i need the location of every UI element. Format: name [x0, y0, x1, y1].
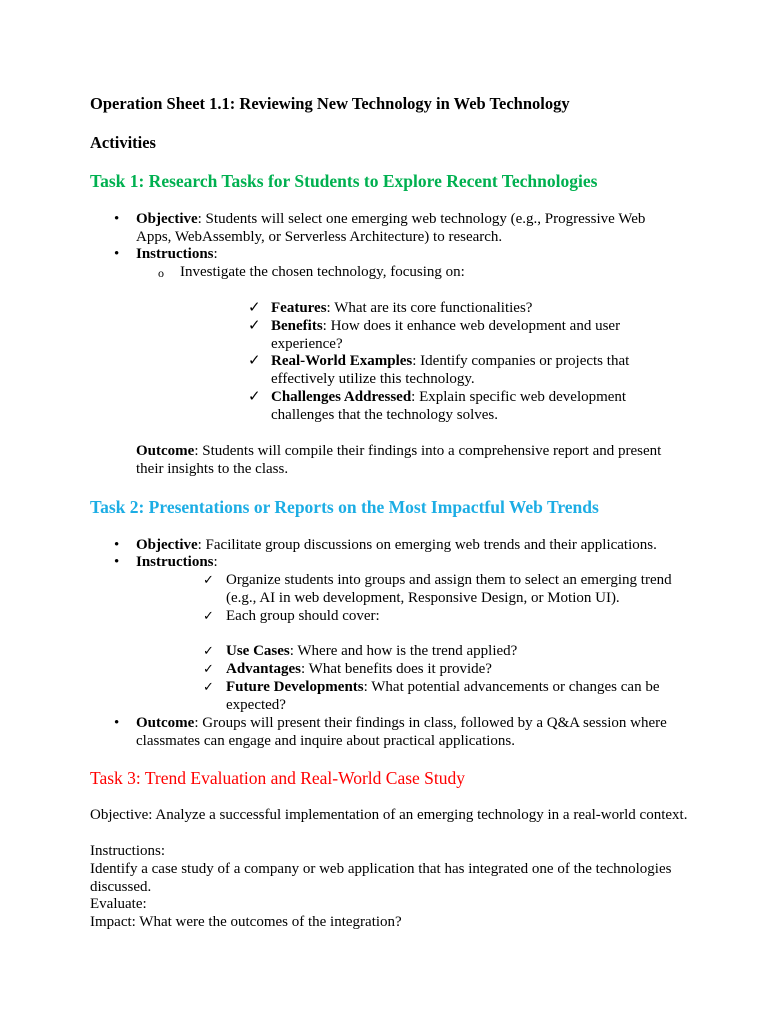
task3-instructions: Instructions: — [90, 843, 165, 859]
task1-title: Task 1: Research Tasks for Students to Explore Recent Technologies — [90, 171, 598, 191]
task2-instructions: Instructions: — [136, 554, 218, 570]
task1-outcome: Outcome: Students will compile their findings into a comprehensive report and present their insights to the class. — [136, 443, 662, 477]
bullet: • — [114, 246, 120, 262]
bullet: • — [114, 537, 120, 553]
check-icon: ✓ — [248, 300, 261, 316]
task2-step-organize: Organize students into groups and assign them to select an emerging trend (e.g., AI in web development, Responsive Design, or Motion UI). — [226, 572, 672, 606]
task2-outcome: Outcome: Groups will present their findings in class, followed by a Q&A session where classmates can engage and inquire about practical applications. — [136, 715, 667, 749]
task1-check-benefits: Benefits: How does it enhance web development and user experience? — [271, 318, 621, 352]
sub-bullet: o — [158, 266, 164, 280]
check-icon: ✓ — [203, 608, 214, 623]
bullet: • — [114, 554, 120, 570]
check-icon: ✓ — [203, 661, 214, 676]
task2-title: Task 2: Presentations or Reports on the Most Impactful Web Trends — [90, 497, 599, 517]
page-title: Operation Sheet 1.1: Reviewing New Technology in Web Technology — [90, 94, 570, 113]
task3-title: Task 3: Trend Evaluation and Real-World Case Study — [90, 768, 466, 788]
check-icon: ✓ — [248, 318, 261, 334]
bullet: • — [114, 211, 120, 227]
check-icon: ✓ — [203, 572, 214, 587]
task1-check-examples: Real-World Examples: Identify companies or projects that effectively utilize this technology. — [271, 353, 630, 387]
task2-step-cover: Each group should cover: — [226, 608, 380, 624]
bullet: • — [114, 715, 120, 731]
task2-objective: Objective: Facilitate group discussions on emerging web trends and their applications. — [136, 537, 657, 553]
task3-impact: Impact: What were the outcomes of the integration? — [90, 914, 402, 930]
task3-identify: Identify a case study of a company or web application that has integrated one of the technologies discussed. — [90, 861, 672, 895]
task3-evaluate: Evaluate: — [90, 896, 147, 912]
check-icon: ✓ — [203, 679, 214, 694]
check-icon: ✓ — [203, 643, 214, 658]
check-icon: ✓ — [248, 389, 261, 405]
task2-check-use-cases: Use Cases: Where and how is the trend applied? — [226, 643, 518, 659]
task2-check-advantages: Advantages: What benefits does it provide? — [226, 661, 492, 677]
task1-check-features: Features: What are its core functionalities? — [271, 300, 533, 316]
task1-objective: Objective: Students will select one emerging web technology (e.g., Progressive Web Apps, WebAssembly, or Serverless Architecture) to research. — [136, 211, 646, 245]
check-icon: ✓ — [248, 353, 261, 369]
activities-heading: Activities — [90, 133, 156, 152]
task1-instructions: Instructions: — [136, 246, 218, 262]
task2-check-future: Future Developments: What potential advancements or changes can be expected? — [226, 679, 660, 713]
task1-sub-item: Investigate the chosen technology, focusing on: — [180, 264, 465, 280]
task3-objective: Objective: Analyze a successful implementation of an emerging technology in a real-world context. — [90, 807, 688, 823]
task1-check-challenges: Challenges Addressed: Explain specific web development challenges that the technology solves. — [271, 389, 627, 423]
